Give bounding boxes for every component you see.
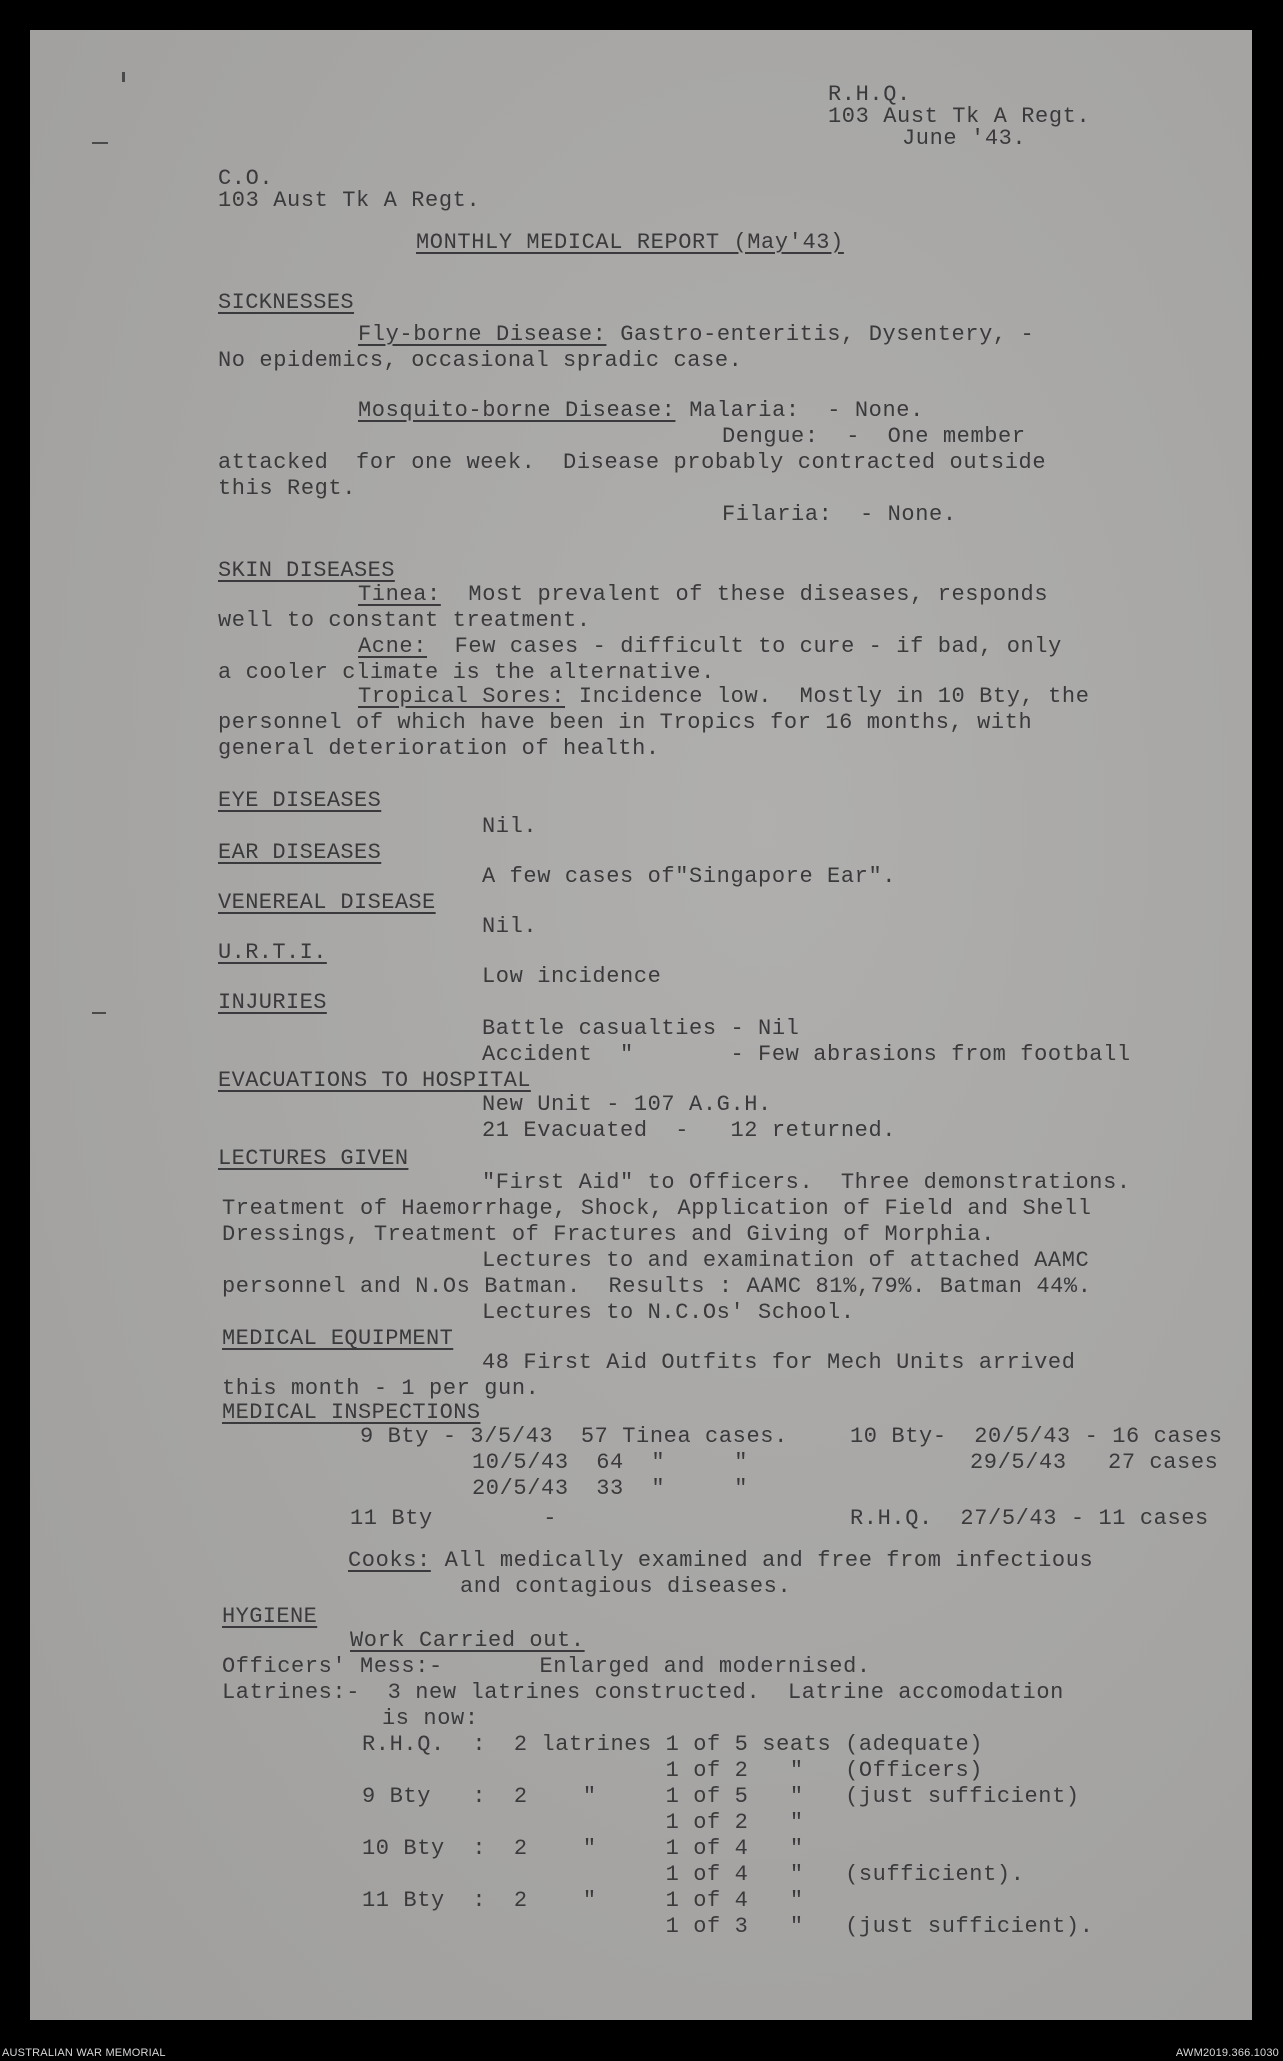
acne-line <box>358 634 1062 660</box>
latrine-row: 1 of 2 " (Officers) <box>362 1758 984 1783</box>
cooks-label: Cooks: <box>348 1548 431 1573</box>
venereal-text: Nil. <box>482 914 538 939</box>
injuries-text-1: Battle casualties - Nil <box>482 1016 800 1041</box>
tinea-text: Most prevalent of these diseases, responds <box>440 582 1049 607</box>
mosquito-label: Mosquito-borne Disease: <box>358 398 676 423</box>
latrine-row: 1 of 3 " (just sufficient). <box>362 1914 1094 1939</box>
sores-text-3: general deterioration of health. <box>218 736 660 761</box>
injuries-text-2: Accident " - Few abrasions from football <box>482 1042 1131 1067</box>
inspection-row-4-right: R.H.Q. 27/5/43 - 11 cases <box>850 1506 1209 1531</box>
latrine-row: 1 of 2 " <box>362 1810 804 1835</box>
inspection-row-1-right: 10 Bty- 20/5/43 - 16 cases <box>850 1424 1223 1449</box>
eye-text: Nil. <box>482 814 538 839</box>
hygiene-mess: Officers' Mess:- Enlarged and modernised. <box>222 1654 871 1679</box>
sores-label: Tropical Sores: <box>358 684 566 709</box>
inspection-row-4-left: 11 Bty - <box>350 1506 558 1531</box>
inspection-row-2-right: 29/5/43 27 cases <box>970 1450 1219 1475</box>
malaria-text: Malaria: - None. <box>675 398 924 423</box>
latrine-row: 1 of 4 " (sufficient). <box>362 1862 1025 1887</box>
lectures-text-3: Dressings, Treatment of Fractures and Giving of Morphia. <box>222 1222 995 1247</box>
section-heading-hygiene: HYGIENE <box>222 1604 318 1629</box>
section-heading-venereal: VENEREAL DISEASE <box>218 890 436 915</box>
lectures-text-4: Lectures to and examination of attached AAMC <box>482 1248 1090 1273</box>
fly-borne-text-2: No epidemics, occasional spradic case. <box>218 348 743 373</box>
section-heading-eye: EYE DISEASES <box>218 788 382 813</box>
mosquito-text-3: this Regt. <box>218 476 357 501</box>
section-heading-ear: EAR DISEASES <box>218 840 382 865</box>
latrine-row: 9 Bty : 2 " 1 of 5 " (just sufficient) <box>362 1784 1080 1809</box>
sores-line <box>358 684 1090 710</box>
filaria-text: Filaria: - None. <box>722 502 957 527</box>
section-heading-urti: U.R.T.I. <box>218 940 327 965</box>
cooks-text: All medically examined and free from infectious <box>430 1548 1094 1573</box>
recipient-unit: 103 Aust Tk A Regt. <box>218 188 481 213</box>
tinea-text-2: well to constant treatment. <box>218 608 591 633</box>
mosquito-text-2: attacked for one week. Disease probably contracted outside <box>218 450 1047 475</box>
hygiene-latrines-1: Latrines:- 3 new latrines constructed. Latrine accomodation <box>222 1680 1064 1705</box>
evacuations-text-2: 21 Evacuated - 12 returned. <box>482 1118 897 1143</box>
latrine-row: 11 Bty : 2 " 1 of 4 " <box>362 1888 804 1913</box>
evacuations-text-1: New Unit - 107 A.G.H. <box>482 1092 772 1117</box>
lectures-text-2: Treatment of Haemorrhage, Shock, Application of Field and Shell <box>222 1196 1092 1221</box>
fly-borne-line <box>358 322 1034 348</box>
acne-text-2: a cooler climate is the alternative. <box>218 660 715 685</box>
acne-label: Acne: <box>358 634 428 659</box>
cooks-text-2: and contagious diseases. <box>460 1574 792 1599</box>
tinea-label: Tinea: <box>358 582 441 607</box>
report-text <box>30 30 1252 2020</box>
section-heading-equipment: MEDICAL EQUIPMENT <box>222 1326 454 1351</box>
lectures-text-1: "First Aid" to Officers. Three demonstrations. <box>482 1170 1131 1195</box>
acne-text: Few cases - difficult to cure - if bad, only <box>427 634 1062 659</box>
section-heading-inspections: MEDICAL INSPECTIONS <box>222 1400 481 1425</box>
tinea-line <box>358 582 1048 608</box>
latrine-row: R.H.Q. : 2 latrines 1 of 5 seats (adequate) <box>362 1732 984 1757</box>
section-heading-sicknesses: SICKNESSES <box>218 290 355 315</box>
sender-regiment: 103 Aust Tk A Regt. <box>828 104 1091 129</box>
lectures-text-6: Lectures to N.C.Os' School. <box>482 1300 855 1325</box>
mosquito-line <box>358 398 924 424</box>
report-date: June '43. <box>902 126 1027 151</box>
lectures-text-5: personnel and N.Os Batman. Results : AAMC 81%,79%. Batman 44%. <box>222 1274 1092 1299</box>
fly-borne-label: Fly-borne Disease: <box>358 322 607 347</box>
report-title: MONTHLY MEDICAL REPORT (May'43) <box>416 230 844 255</box>
sender-unit: R.H.Q. <box>828 82 911 107</box>
section-heading-lectures: LECTURES GIVEN <box>218 1146 409 1171</box>
cooks-line <box>348 1548 1093 1574</box>
ear-text: A few cases of"Singapore Ear". <box>482 864 897 889</box>
document-page <box>30 30 1252 2020</box>
hygiene-work-label: Work Carried out. <box>350 1628 585 1653</box>
section-heading-evacuations: EVACUATIONS TO HOSPITAL <box>218 1068 531 1093</box>
sores-text-2: personnel of which have been in Tropics for 16 months, with <box>218 710 1033 735</box>
inspection-row-2-left: 10/5/43 64 " " <box>472 1450 749 1475</box>
dengue-text: Dengue: - One member <box>722 424 1026 449</box>
hygiene-latrines-2: is now: <box>382 1706 479 1731</box>
fly-borne-text: Gastro-enteritis, Dysentery, - <box>606 322 1035 347</box>
equipment-text-2: this month - 1 per gun. <box>222 1376 540 1401</box>
urti-text: Low incidence <box>482 964 662 989</box>
inspection-row-3-left: 20/5/43 33 " " <box>472 1476 749 1501</box>
latrine-row: 10 Bty : 2 " 1 of 4 " <box>362 1836 804 1861</box>
equipment-text-1: 48 First Aid Outfits for Mech Units arrived <box>482 1350 1076 1375</box>
footer-accession-number: AWM2019.366.1030 <box>1175 2047 1279 2059</box>
section-heading-injuries: INJURIES <box>218 990 327 1015</box>
inspection-row-1-left: 9 Bty - 3/5/43 57 Tinea cases. <box>360 1424 788 1449</box>
section-heading-skin: SKIN DISEASES <box>218 558 395 583</box>
footer-institution: AUSTRALIAN WAR MEMORIAL <box>2 2047 166 2059</box>
sores-text: Incidence low. Mostly in 10 Bty, the <box>565 684 1090 709</box>
recipient-title: C.O. <box>218 166 274 191</box>
